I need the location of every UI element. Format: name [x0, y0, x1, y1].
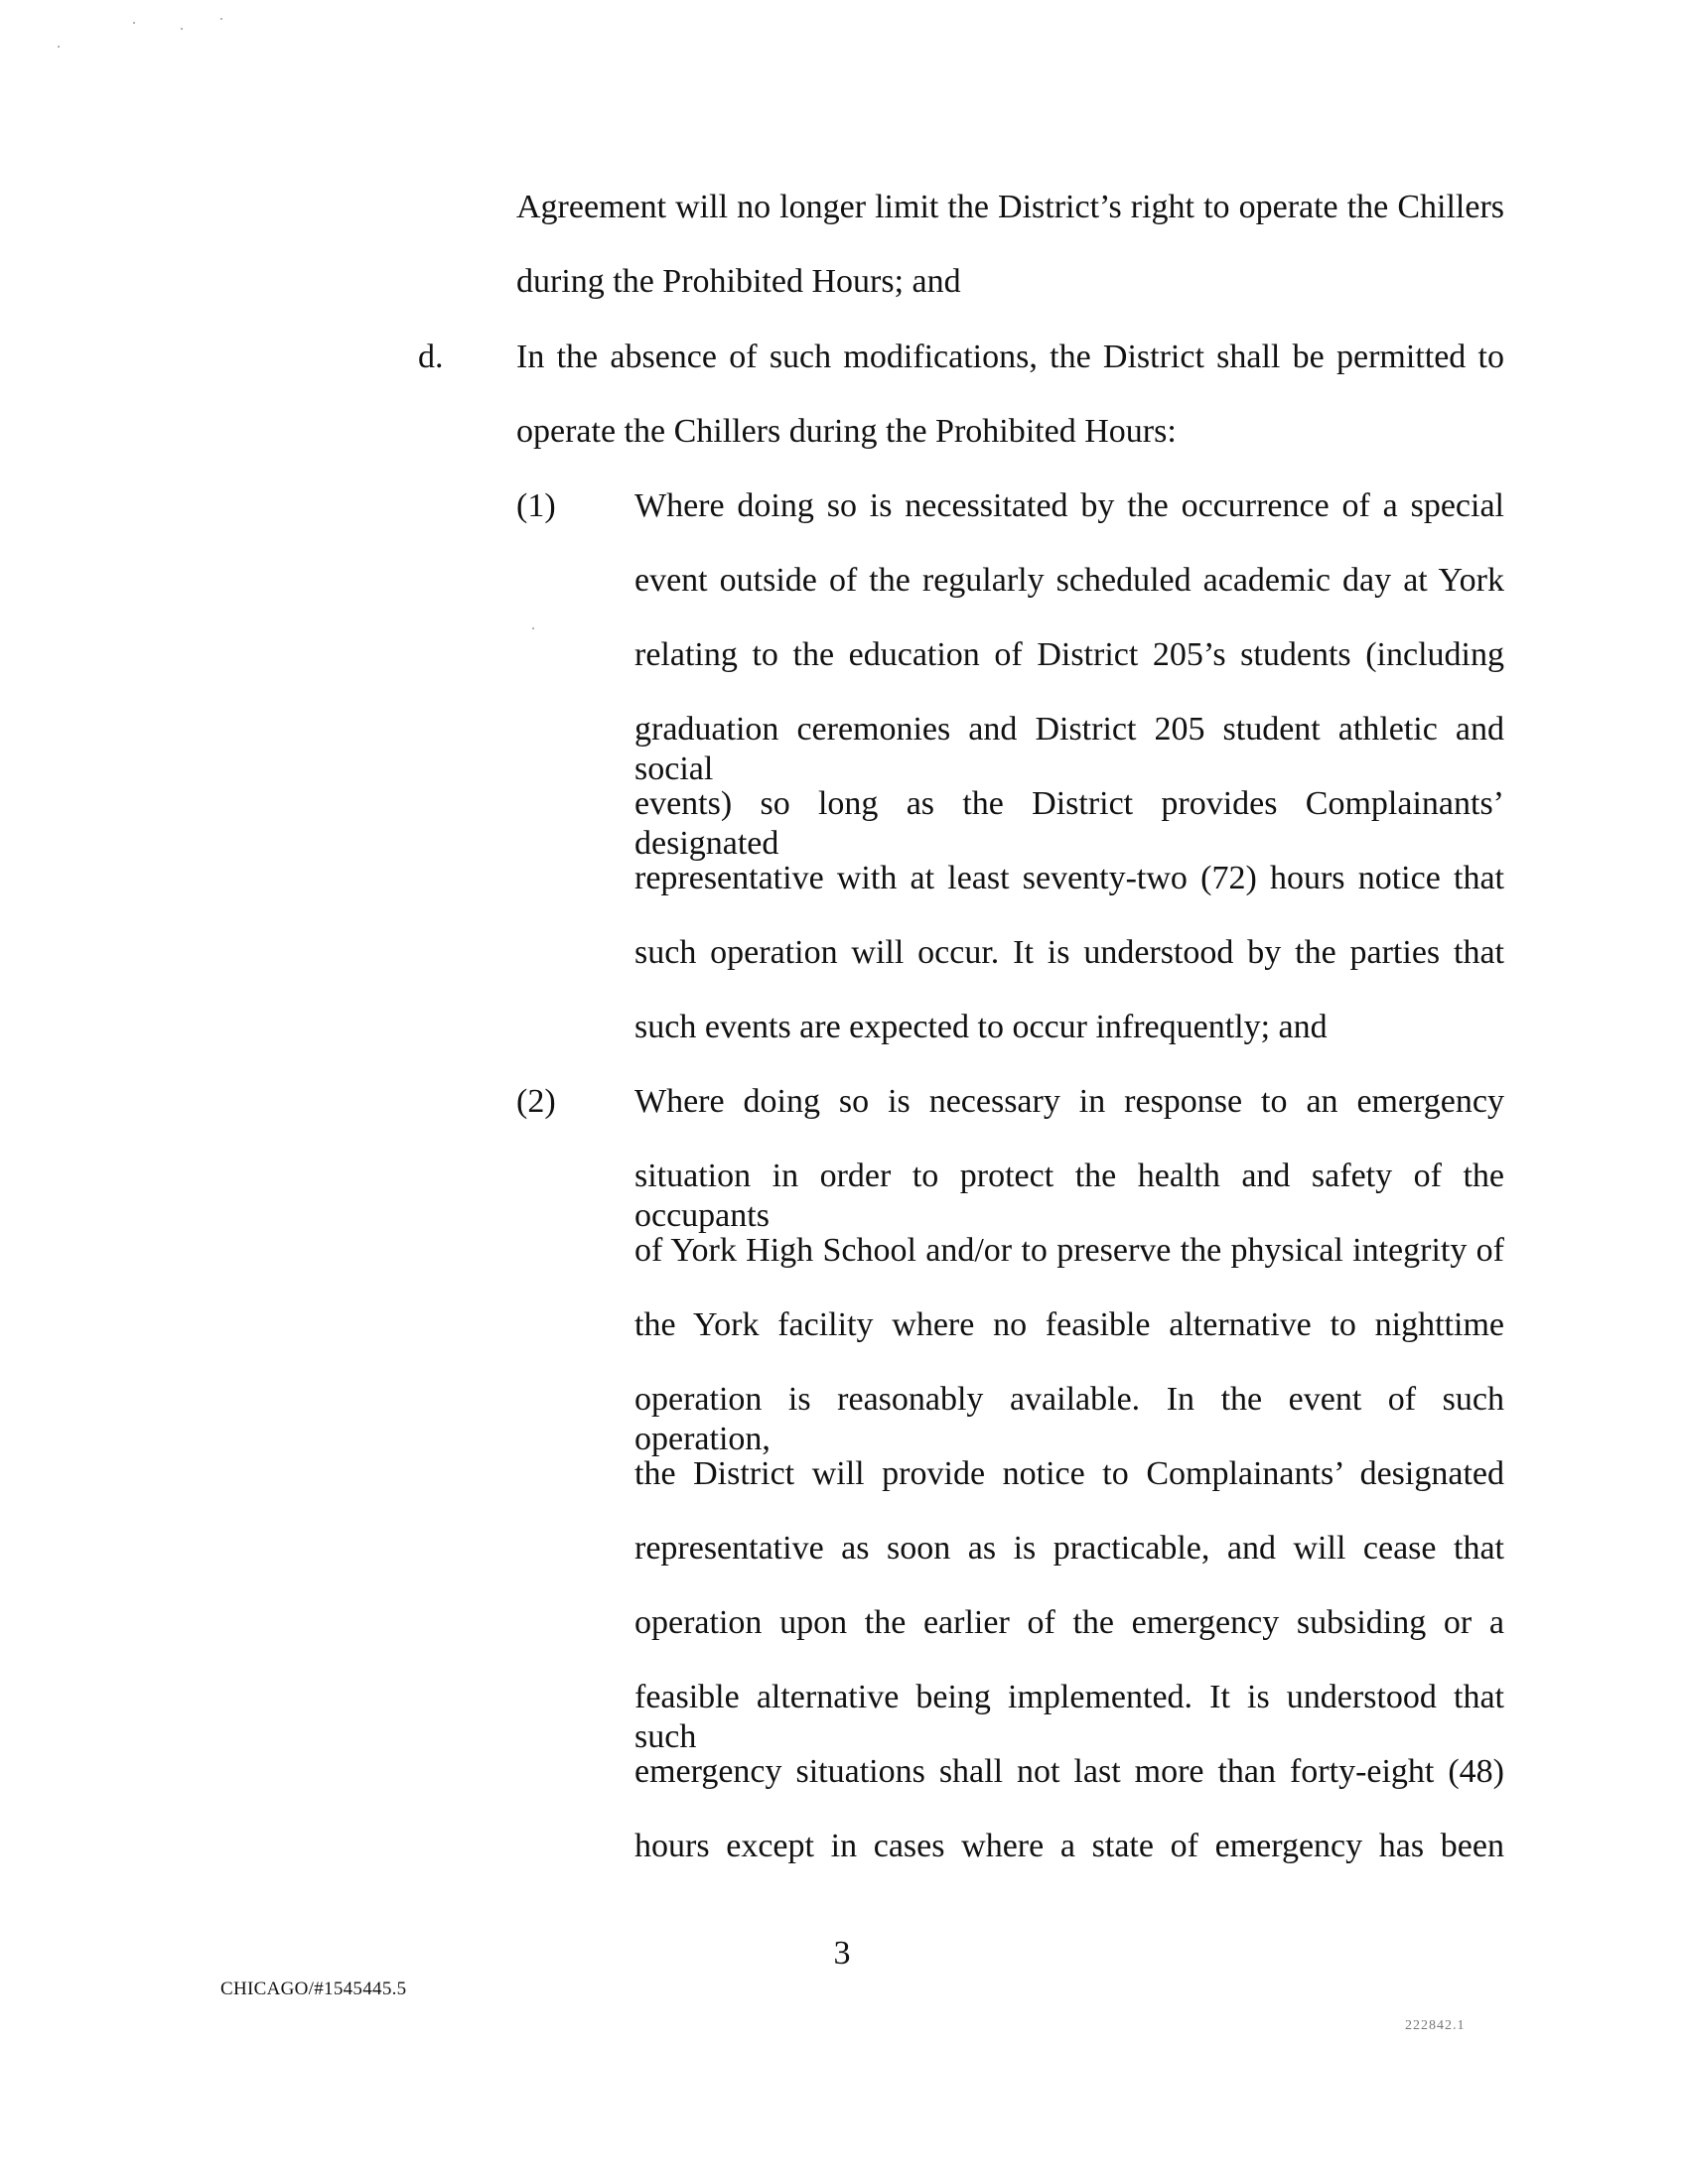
subitem-2-line: Where doing so is necessary in response to an emergency: [634, 1083, 1504, 1120]
subitem-1-line: relating to the education of District 205’s students (including: [634, 636, 1504, 673]
subitem-2-line: of York High School and/or to preserve the physical integrity of: [634, 1232, 1504, 1269]
intro-line: during the Prohibited Hours; and: [516, 263, 961, 300]
item-d-marker: d.: [418, 339, 444, 375]
subitem-2-line: emergency situations shall not last more than forty-eight (48): [634, 1753, 1504, 1790]
subitem-1-line: such events are expected to occur infrequently; and: [634, 1009, 1328, 1045]
scan-speck: [181, 28, 183, 30]
item-d-line: operate the Chillers during the Prohibited Hours:: [516, 413, 1177, 450]
subitem-1-line: events) so long as the District provides Complainants’ designated: [634, 785, 1504, 862]
subitem-2-marker: (2): [516, 1083, 556, 1120]
scan-speck: [532, 627, 534, 629]
subitem-1-line: Where doing so is necessitated by the occurrence of a special: [634, 487, 1504, 524]
subitem-2-line: the District will provide notice to Complainants’ designated: [634, 1455, 1504, 1492]
subitem-2-line: feasible alternative being implemented. It is understood that such: [634, 1679, 1504, 1755]
scan-speck: [220, 18, 222, 20]
document-id: CHICAGO/#1545445.5: [220, 1979, 407, 1999]
subitem-1-line: graduation ceremonies and District 205 student athletic and social: [634, 711, 1504, 787]
subitem-2-line: operation upon the earlier of the emergency subsiding or a: [634, 1604, 1504, 1641]
subitem-2-line: representative as soon as is practicable, and will cease that: [634, 1530, 1504, 1567]
subitem-2-line: operation is reasonably available. In the event of such operation,: [634, 1381, 1504, 1457]
subitem-2-line: situation in order to protect the health and safety of the occupants: [634, 1158, 1504, 1234]
corner-code: 222842.1: [1405, 2018, 1466, 2033]
subitem-2-line: the York facility where no feasible alternative to nighttime: [634, 1306, 1504, 1343]
subitem-1-line: representative with at least seventy-two (72) hours notice that: [634, 860, 1504, 896]
scan-speck: [58, 46, 60, 48]
item-d-line: In the absence of such modifications, the District shall be permitted to: [516, 339, 1504, 375]
subitem-2-line: hours except in cases where a state of emergency has been: [634, 1828, 1504, 1864]
subitem-1-line: such operation will occur. It is understood by the parties that: [634, 934, 1504, 971]
subitem-1-line: event outside of the regularly scheduled academic day at York: [634, 562, 1504, 599]
scan-speck: [133, 22, 135, 24]
intro-line: Agreement will no longer limit the District’s right to operate the Chillers: [516, 189, 1504, 225]
page-number: 3: [833, 1935, 851, 1972]
subitem-1-marker: (1): [516, 487, 556, 524]
